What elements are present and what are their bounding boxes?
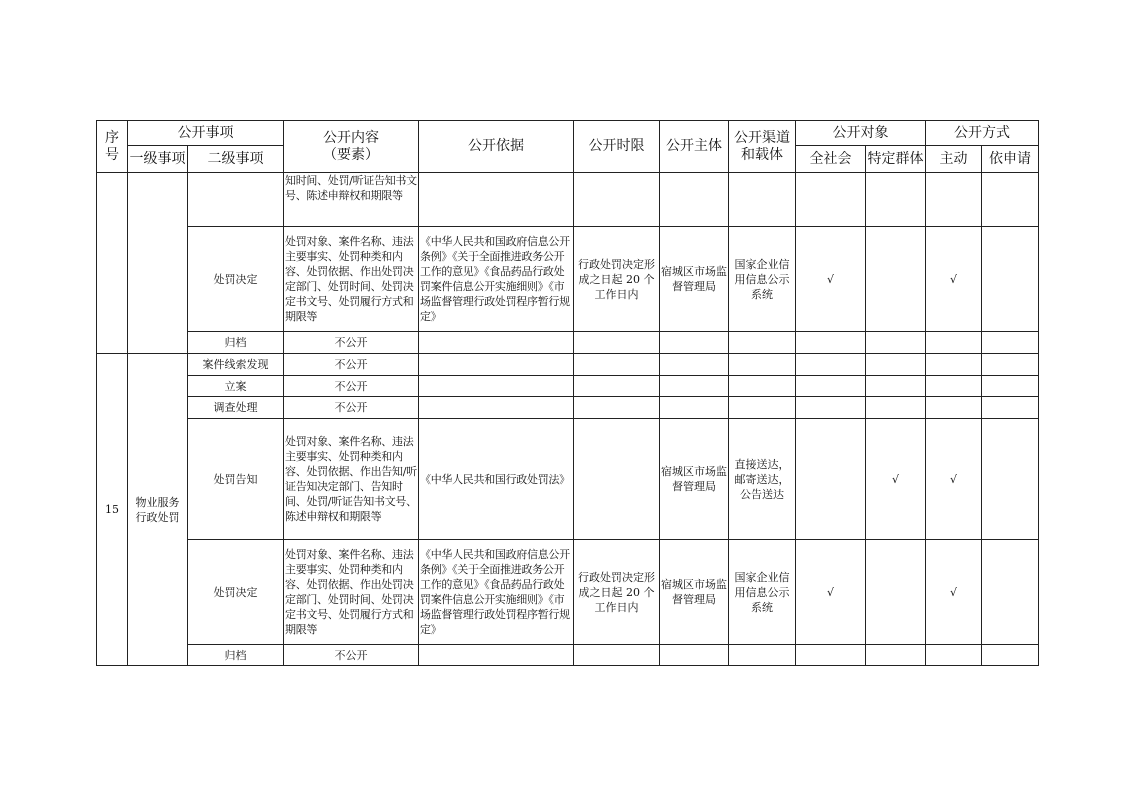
content-cell: 不公开 [284, 354, 419, 376]
content-cell: 处罚对象、案件名称、违法主要事实、处罚种类和内容、处罚依据、作出告知/听证告知决定部门、告知时间、处罚/听证告知书文号、陈述申辩权和期限等 [284, 419, 419, 540]
specific-cell-empty [866, 227, 926, 332]
table-row [97, 354, 1039, 376]
seq-cell: 15 [97, 354, 128, 666]
basis-cell: 《中华人民共和国政府信息公开条例》《关于全面推进政务公开工作的意见》《食品药品行政处罚案件信息公开实施细则》《市场监督管理行政处罚程序暂行规定》 [419, 227, 574, 332]
check-mark-active: √ [926, 540, 982, 645]
content-cell: 不公开 [284, 645, 419, 666]
header-level2: 二级事项 [188, 146, 284, 173]
on-request-cell-empty [982, 227, 1039, 332]
header-seq: 序 号 [97, 121, 128, 173]
level2-cell: 处罚决定 [188, 227, 284, 332]
content-cell: 不公开 [284, 397, 419, 419]
level2-cell: 案件线索发现 [188, 354, 284, 376]
level2-cell: 归档 [188, 645, 284, 666]
header-society: 全社会 [796, 146, 866, 173]
level2-cell: 处罚决定 [188, 540, 284, 645]
level2-cell: 归档 [188, 332, 284, 354]
header-specific: 特定群体 [866, 146, 926, 173]
on-request-cell-empty [982, 540, 1039, 645]
level1-cell-empty [128, 173, 188, 354]
channel-cell: 直接送达， 邮寄送达， 公告送达 [729, 419, 796, 540]
header-basis: 公开依据 [419, 121, 574, 173]
table-row [97, 540, 1039, 645]
level2-cell: 立案 [188, 376, 284, 397]
channel-cell: 国家企业信用信息公示系统 [729, 227, 796, 332]
header-content: 公开内容 （要素） [284, 121, 419, 173]
content-cell: 不公开 [284, 376, 419, 397]
header-level1: 一级事项 [128, 146, 188, 173]
level2-cell: 处罚告知 [188, 419, 284, 540]
header-time-limit: 公开时限 [574, 121, 660, 173]
time-limit-cell: 行政处罚决定形成之日起 20 个工作日内 [574, 540, 660, 645]
level2-cell: 调查处理 [188, 397, 284, 419]
check-mark-society: √ [796, 227, 866, 332]
society-cell-empty [796, 419, 866, 540]
header-audience: 公开对象 [796, 121, 926, 146]
header-active: 主动 [926, 146, 982, 173]
check-mark-society: √ [796, 540, 866, 645]
header-row-1 [97, 121, 1039, 146]
subject-cell: 宿城区市场监督管理局 [660, 419, 729, 540]
content-cell: 知时间、处罚/听证告知书文号、陈述申辩权和期限等 [284, 173, 419, 227]
table-row [97, 173, 1039, 227]
basis-cell: 《中华人民共和国政府信息公开条例》《关于全面推进政务公开工作的意见》《食品药品行政处罚案件信息公开实施细则》《市场监督管理行政处罚程序暂行规定》 [419, 540, 574, 645]
basis-cell: 《中华人民共和国行政处罚法》 [419, 419, 574, 540]
header-channel: 公开渠道 和载体 [729, 121, 796, 173]
subject-cell: 宿城区市场监督管理局 [660, 540, 729, 645]
level1-cell: 物业服务 行政处罚 [128, 354, 188, 666]
level2-cell-empty [188, 173, 284, 227]
channel-cell: 国家企业信用信息公示系统 [729, 540, 796, 645]
table-row [97, 645, 1039, 666]
header-method: 公开方式 [926, 121, 1039, 146]
check-mark-specific: √ [866, 419, 926, 540]
table-row [97, 227, 1039, 332]
content-cell: 不公开 [284, 332, 419, 354]
content-cell: 处罚对象、案件名称、违法主要事实、处罚种类和内容、处罚依据、作出处罚决定部门、处罚时间、处罚决定书文号、处罚履行方式和期限等 [284, 540, 419, 645]
header-on-request: 依申请 [982, 146, 1039, 173]
time-limit-cell: 行政处罚决定形成之日起 20 个工作日内 [574, 227, 660, 332]
table-row [97, 397, 1039, 419]
specific-cell-empty [866, 540, 926, 645]
on-request-cell-empty [982, 419, 1039, 540]
content-cell: 处罚对象、案件名称、违法主要事实、处罚种类和内容、处罚依据、作出处罚决定部门、处罚时间、处罚决定书文号、处罚履行方式和期限等 [284, 227, 419, 332]
check-mark-active: √ [926, 227, 982, 332]
check-mark-active: √ [926, 419, 982, 540]
table-row [97, 332, 1039, 354]
disclosure-table [96, 120, 1039, 666]
seq-cell-empty [97, 173, 128, 354]
header-matter: 公开事项 [128, 121, 284, 146]
time-limit-cell-empty [574, 419, 660, 540]
table-row [97, 376, 1039, 397]
subject-cell: 宿城区市场监督管理局 [660, 227, 729, 332]
header-subject: 公开主体 [660, 121, 729, 173]
table-row [97, 419, 1039, 540]
